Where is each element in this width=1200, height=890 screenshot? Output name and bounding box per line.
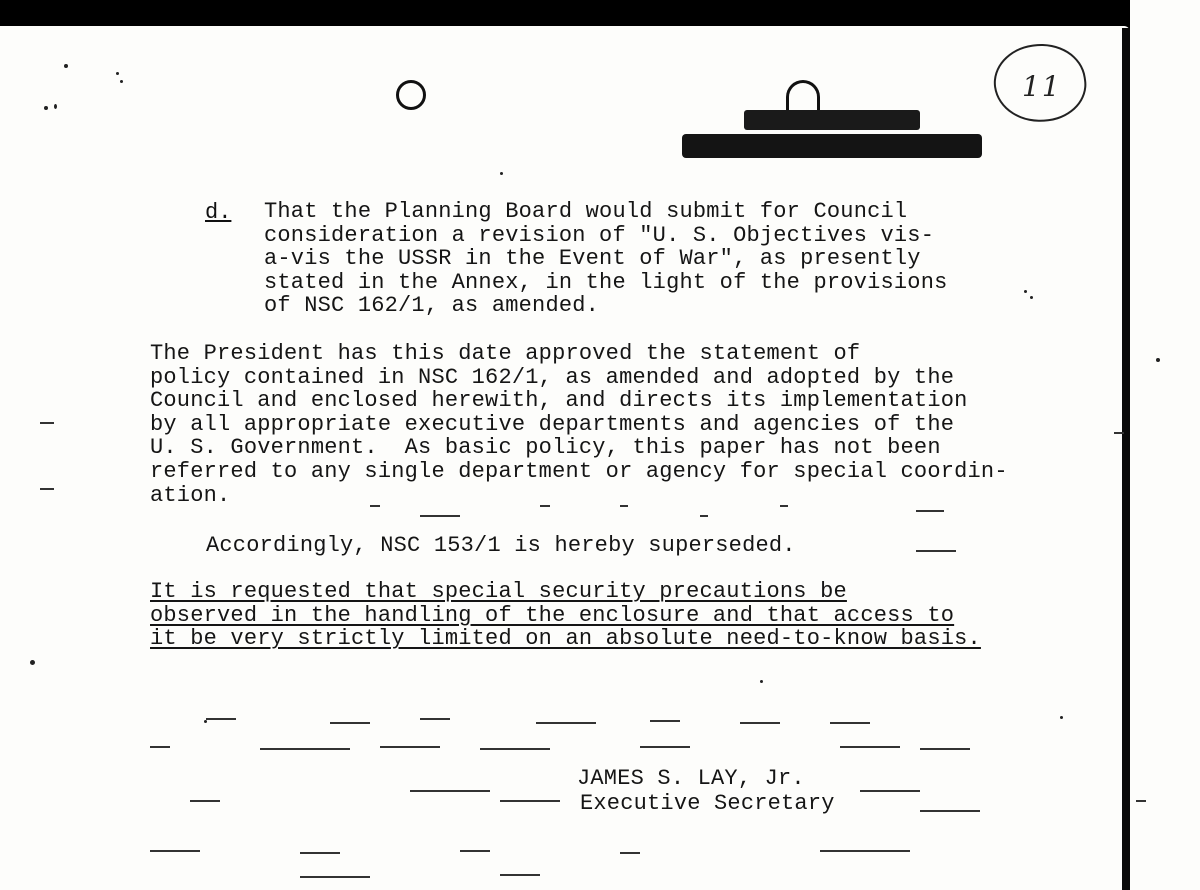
scan-mark (916, 550, 956, 552)
scan-speck (1024, 290, 1027, 293)
scan-speck (1156, 358, 1160, 362)
scan-mark (780, 505, 788, 507)
scan-mark (1136, 800, 1146, 802)
scan-mark (460, 850, 490, 852)
scan-mark (820, 850, 910, 852)
scan-mark (40, 422, 54, 424)
scan-border-top-edge (0, 26, 1130, 36)
scan-mark (700, 515, 708, 517)
paragraph-approval: The President has this date approved the statement of policy contained in NSC 162/1, as amended and adopted by the Council and enclosed herewith, and directs its implementation by all appropriate executive departments and agencies of the U. S. Government. As basic policy, this paper has not been referred to any single department or agency for special coordin- ation. (150, 341, 1008, 508)
scan-speck (30, 660, 35, 665)
scan-mark (150, 746, 170, 748)
paragraph-d-marker: d. (205, 200, 232, 225)
scan-mark (920, 810, 980, 812)
punch-hole-mark (396, 80, 426, 110)
scan-mark (540, 505, 550, 507)
scan-mark (420, 515, 460, 517)
scan-mark (206, 718, 236, 720)
scan-mark (500, 800, 560, 802)
scan-speck (44, 106, 48, 110)
scan-mark (830, 722, 870, 724)
scan-mark (300, 876, 370, 878)
scan-mark (1114, 432, 1124, 434)
scan-mark (260, 748, 350, 750)
scan-mark (300, 852, 340, 854)
paragraph-security-notice: It is requested that special security precautions be observed in the handling of the enclosure and that access to it be very strictly limited on an absolute need-to-know basis. (150, 579, 981, 652)
scan-mark (370, 505, 380, 507)
scan-mark (410, 790, 490, 792)
scan-mark (860, 790, 920, 792)
scan-speck (120, 80, 123, 83)
scan-mark (480, 748, 550, 750)
scan-speck (204, 720, 207, 723)
scan-speck (116, 72, 119, 75)
scan-speck (1060, 716, 1063, 719)
scan-mark (620, 852, 640, 854)
scan-speck (500, 172, 503, 175)
arc-mark (786, 80, 820, 110)
scan-mark (640, 746, 690, 748)
scan-mark (620, 505, 628, 507)
signature-name: JAMES S. LAY, Jr. (577, 766, 805, 791)
paragraph-superseded: Accordingly, NSC 153/1 is hereby superseded. (206, 533, 796, 558)
scan-mark (150, 850, 200, 852)
redaction-block-lower (682, 134, 982, 158)
scan-speck (1030, 296, 1033, 299)
scan-speck (64, 64, 68, 68)
signature-title: Executive Secretary (580, 791, 835, 816)
scan-mark (920, 748, 970, 750)
scan-mark (380, 746, 440, 748)
scan-mark (650, 720, 680, 722)
scan-speck (54, 104, 57, 109)
scan-border-right (1122, 28, 1130, 890)
scan-margin-right (1130, 0, 1200, 890)
paragraph-d-text: That the Planning Board would submit for Council consideration a revision of "U. S. Objectives vis- a-vis the USSR in the Event of War", as presently stated in the Annex, in the light of the provisions of NSC 162/1, as amended. (264, 199, 948, 319)
scan-speck (760, 680, 763, 683)
scan-mark (740, 722, 780, 724)
scan-mark (840, 746, 900, 748)
scan-mark (330, 722, 370, 724)
scan-mark (500, 874, 540, 876)
scan-mark (40, 488, 54, 490)
scan-mark (536, 722, 596, 724)
scan-mark (420, 718, 450, 720)
scan-mark (916, 510, 944, 512)
handwritten-page-number: 11 (1022, 70, 1062, 103)
redaction-block-upper (744, 110, 920, 130)
scan-mark (190, 800, 220, 802)
